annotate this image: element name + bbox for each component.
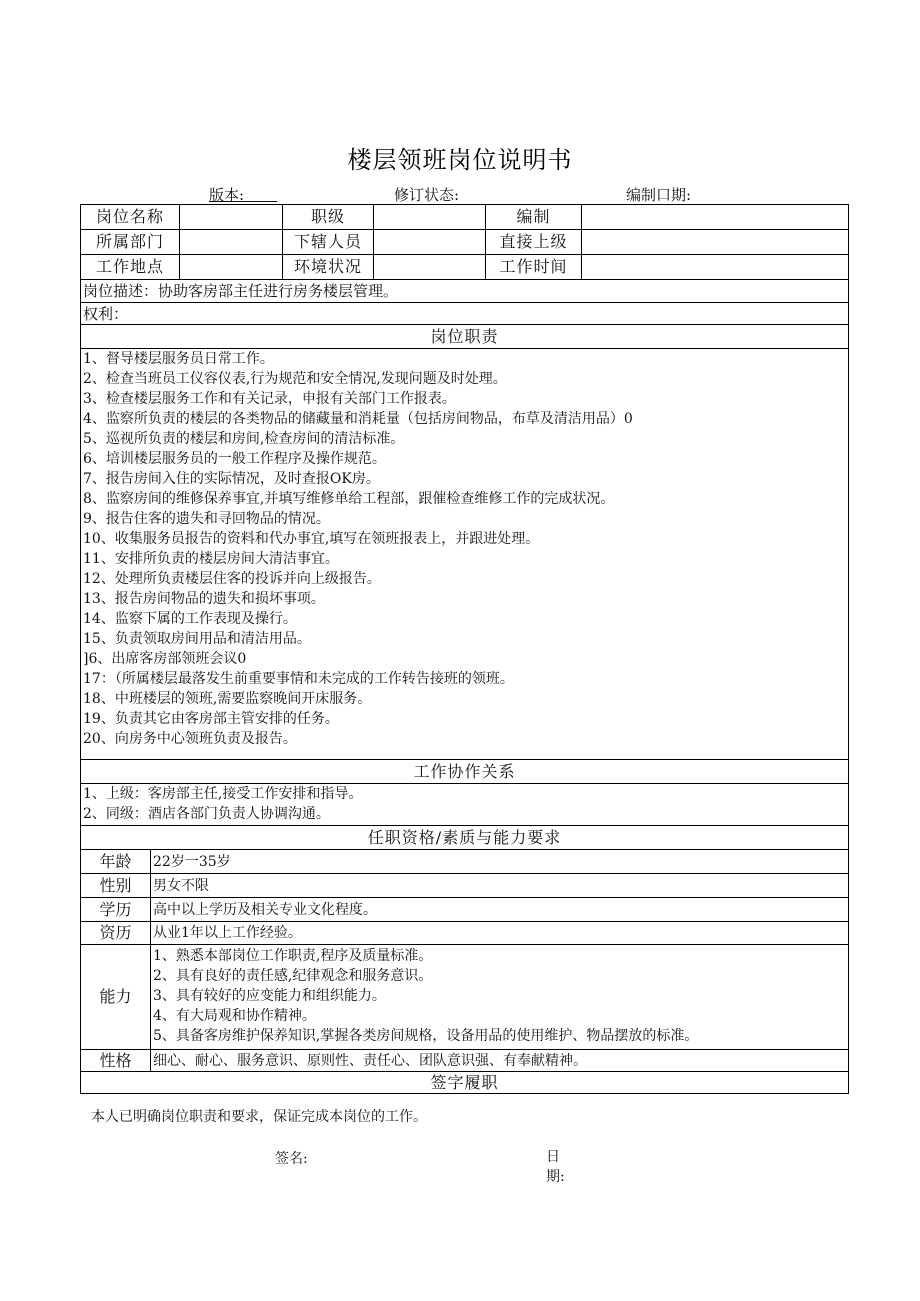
environment-value[interactable] bbox=[374, 255, 486, 280]
superior-label: 直接上级 bbox=[486, 230, 582, 255]
subordinates-value[interactable] bbox=[374, 230, 486, 255]
department-label: 所属部门 bbox=[81, 230, 180, 255]
cooperation-heading: 工作协作关系 bbox=[81, 760, 849, 784]
education-value: 高中以上学历及相关专业文化程度。 bbox=[151, 898, 849, 922]
location-label: 工作地点 bbox=[81, 255, 180, 280]
department-value[interactable] bbox=[180, 230, 283, 255]
list-item: 10、收集服务员报告的资料和代办事宜,填写在领班报表上，并跟进处理。 bbox=[83, 531, 540, 547]
rank-label: 职级 bbox=[283, 205, 374, 230]
age-label: 年龄 bbox=[81, 850, 151, 874]
list-item: 9、报告住客的遗失和寻回物品的情况。 bbox=[83, 511, 330, 527]
cooperation-list bbox=[81, 784, 849, 826]
list-item: 13、报告房间物品的遗失和损坏事项。 bbox=[83, 591, 325, 607]
signature-label: 签名: bbox=[275, 1151, 308, 1167]
list-item: 17：（所属楼层最落发生前重要事情和未完成的工作转告接班的领班。 bbox=[83, 671, 514, 687]
revision-label: 修订状态: bbox=[394, 186, 460, 204]
prepared-label: 编制 bbox=[486, 205, 582, 230]
list-item: 1、熟悉本部岗位工作职责,程序及质量标准。 bbox=[153, 948, 433, 964]
list-item: 20、向房务中心领班负责及报告。 bbox=[83, 731, 297, 747]
character-label: 性格 bbox=[81, 1050, 151, 1072]
list-item: 11、安排所负责的楼层房间大清洁事宜。 bbox=[83, 551, 339, 567]
list-item: 15、负责领取房间用品和清洁用品。 bbox=[83, 631, 311, 647]
job-description: 岗位描述：协助客房部主任进行房务楼层管理。 bbox=[81, 280, 849, 303]
character-value: 细心、耐心、服务意识、原则性、责任心、团队意识强、有奉献精神。 bbox=[151, 1050, 849, 1072]
version-label: 版本: bbox=[209, 186, 245, 204]
list-item: 12、处理所负责楼层住客的投诉并向上级报告。 bbox=[83, 571, 381, 587]
list-item: 18、中班楼层的领班,需要监察晚间开床服务。 bbox=[83, 691, 372, 707]
date-label-line1: 日 bbox=[546, 1149, 560, 1165]
list-item: 4、有大局观和协作精神。 bbox=[153, 1008, 316, 1024]
age-value: 22岁一35岁 bbox=[151, 850, 849, 874]
list-item: 1、上级：客房部主任,接受工作安排和指导。 bbox=[83, 786, 363, 802]
ability-list bbox=[151, 945, 849, 1050]
commitment-statement: 本人已明确岗位职责和要求，保证完成本岗位的工作。 bbox=[91, 1109, 427, 1125]
subordinates-label: 下辖人员 bbox=[283, 230, 374, 255]
date-label: 编制口期: bbox=[626, 186, 692, 204]
list-item: ]6、出席客房部领班会议0 bbox=[83, 651, 247, 667]
list-item: 6、培训楼层服务员的一般工作程序及操作规范。 bbox=[83, 451, 386, 467]
list-item: 19、负责其它由客房部主管安排的任务。 bbox=[83, 711, 339, 727]
list-item: 8、监察房间的维修保养事宜,并填写维修单给工程部，跟催检查维修工作的完成状况。 bbox=[83, 491, 615, 507]
list-item: 3、检查楼层服务工作和有关记录，申报有关部门工作报表。 bbox=[83, 391, 456, 407]
job-description-form bbox=[80, 204, 849, 1094]
list-item: 5、巡视所负责的楼层和房间,检查房间的清洁标准。 bbox=[83, 431, 405, 447]
position-name-value[interactable] bbox=[180, 205, 283, 230]
qualifications-heading: 任职资格/素质与能力要求 bbox=[81, 826, 849, 850]
list-item: 2、检查当班员工仪容仪表,行为规范和安全情况,发现问题及时处理。 bbox=[83, 371, 507, 387]
list-item: 2、具有良好的责任感,纪律观念和服务意识。 bbox=[153, 968, 433, 984]
rights: 权利： bbox=[81, 303, 849, 325]
rank-value[interactable] bbox=[374, 205, 486, 230]
experience-label: 资历 bbox=[81, 922, 151, 945]
location-value[interactable] bbox=[180, 255, 283, 280]
duties-heading: 岗位职责 bbox=[81, 325, 849, 349]
gender-label: 性别 bbox=[81, 874, 151, 898]
list-item: 14、监察下属的工作表现及操行。 bbox=[83, 611, 297, 627]
duties-list bbox=[81, 349, 849, 760]
gender-value: 男女不限 bbox=[151, 874, 849, 898]
experience-value: 从业1年以上工作经验。 bbox=[151, 922, 849, 945]
signature-heading: 签字履职 bbox=[81, 1072, 849, 1094]
work-time-value[interactable] bbox=[582, 255, 849, 280]
prepared-value[interactable] bbox=[582, 205, 849, 230]
list-item: 2、同级：酒店各部门负责人协调沟通。 bbox=[83, 806, 330, 822]
list-item: 1、督导楼层服务员日常工作。 bbox=[83, 351, 274, 367]
list-item: 5、具备客房维护保养知识,掌握各类房间规格，设备用品的使用维护、物品摆放的标准。 bbox=[153, 1028, 699, 1044]
list-item: 3、具有较好的应变能力和组织能力。 bbox=[153, 988, 386, 1004]
list-item: 7、报告房间入住的实际情况，及时查报OK房。 bbox=[83, 471, 380, 487]
work-time-label: 工作时间 bbox=[486, 255, 582, 280]
date-label-line2: 期: bbox=[546, 1169, 565, 1185]
environment-label: 环境状况 bbox=[283, 255, 374, 280]
ability-label: 能力 bbox=[81, 945, 151, 1050]
page-title: 楼层领班岗位说明书 bbox=[347, 146, 573, 174]
superior-value[interactable] bbox=[582, 230, 849, 255]
list-item: 4、监察所负责的楼层的各类物品的储藏量和消耗量（包括房间物品，布草及清洁用品）0 bbox=[83, 411, 633, 427]
education-label: 学历 bbox=[81, 898, 151, 922]
position-name-label: 岗位名称 bbox=[81, 205, 180, 230]
